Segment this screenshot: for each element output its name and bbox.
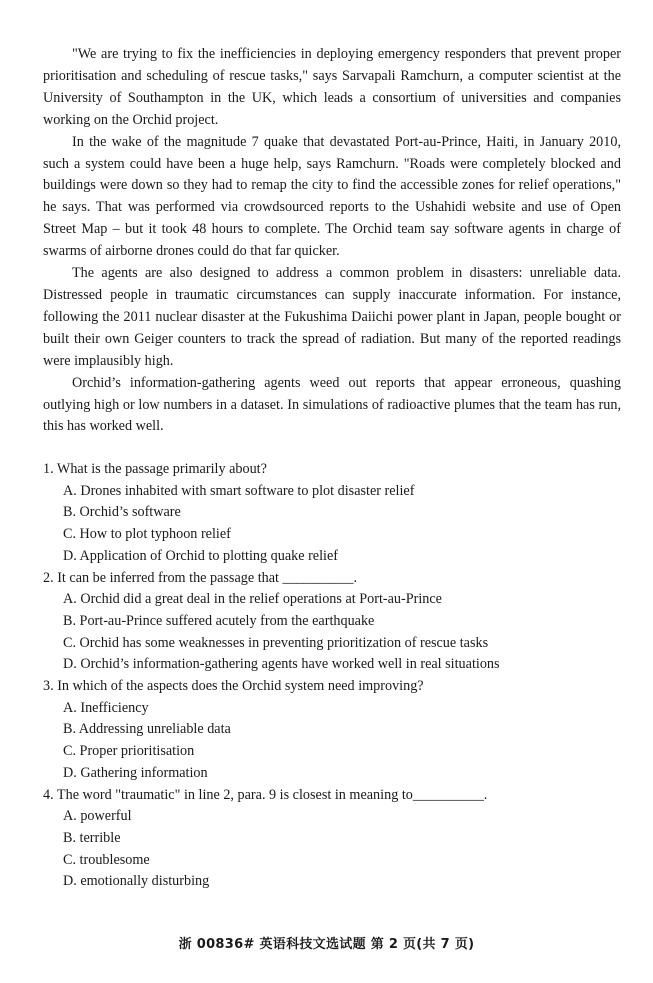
passage-paragraph: The agents are also designed to address a common problem in disasters: unreliable data. Distressed people in traumatic circumstances can supply inaccurate information. For instance, following the 2011 nuclear disaster at the Fukushima Daiichi power plant in Japan, people bought or built their own Geiger counters to track the spread of radiation. But many of the reported readings were implausibly high.	[43, 265, 621, 369]
answer-option-c: C. How to plot typhoon relief	[63, 526, 231, 543]
question-stem: 2. It can be inferred from the passage that __________.	[43, 569, 357, 586]
answer-option-d: D. Orchid’s information-gathering agents have worked well in real situations	[63, 656, 500, 673]
reading-passage	[43, 44, 621, 438]
answer-option-a: A. Drones inhabited with smart software to plot disaster relief	[63, 482, 415, 499]
answer-option-c: C. Proper prioritisation	[63, 743, 195, 760]
question-2	[43, 568, 621, 677]
answer-option-b: B. Addressing unreliable data	[63, 721, 231, 738]
answer-option-b: B. Orchid’s software	[63, 504, 181, 521]
answer-option-d: D. emotionally disturbing	[63, 873, 210, 890]
passage-paragraph: "We are trying to fix the inefficiencies in deploying emergency responders that prevent proper prioritisation and scheduling of rescue tasks," says Sarvapali Ramchurn, a computer scientist at the University of Southampton in the UK, which leads a consortium of universities and companies working on the Orchid project.	[43, 46, 621, 128]
question-1	[43, 459, 621, 568]
answer-option-c: C. Orchid has some weaknesses in preventing prioritization of rescue tasks	[63, 634, 489, 651]
question-stem: 3. In which of the aspects does the Orchid system need improving?	[43, 678, 424, 695]
question-stem: 1. What is the passage primarily about?	[43, 461, 267, 477]
question-4	[43, 785, 621, 894]
answer-option-b: B. Port-au-Prince suffered acutely from the earthquake	[63, 612, 375, 629]
answer-option-d: D. Gathering information	[63, 764, 208, 781]
answer-option-a: A. Orchid did a great deal in the relief operations at Port-au-Prince	[63, 591, 442, 608]
answer-option-b: B. terrible	[63, 829, 121, 846]
passage-paragraph: Orchid’s information-gathering agents weed out reports that appear erroneous, quashing outlying high or low numbers in a dataset. In simulations of radioactive plumes that the team has run, this has worked well.	[43, 374, 621, 435]
question-3	[43, 676, 621, 785]
answer-option-a: A. Inefficiency	[63, 699, 149, 716]
answer-option-c: C. troublesome	[63, 851, 150, 868]
answer-option-a: A. powerful	[63, 808, 132, 825]
question-list	[43, 459, 621, 893]
passage-paragraph: In the wake of the magnitude 7 quake that devastated Port-au-Prince, Haiti, in January 2010, such a system could have been a huge help, says Ramchurn. "Roads were completely blocked and buildings were down so they had to remap the city to find the accessible zones for relief operations," he says. That was performed via crowdsourced reports to the Ushahidi website and use of Open Street Map – but it took 48 hours to complete. The Orchid team say software agents in charge of swarms of airborne drones could do that far quicker.	[43, 133, 621, 260]
page-footer: 浙 00836# 英语科技文选试题 第 2 页(共 7 页)	[178, 937, 475, 952]
answer-option-d: D. Application of Orchid to plotting quake relief	[63, 547, 339, 564]
question-stem: 4. The word "traumatic" in line 2, para. 9 is closest in meaning to__________.	[43, 786, 488, 803]
